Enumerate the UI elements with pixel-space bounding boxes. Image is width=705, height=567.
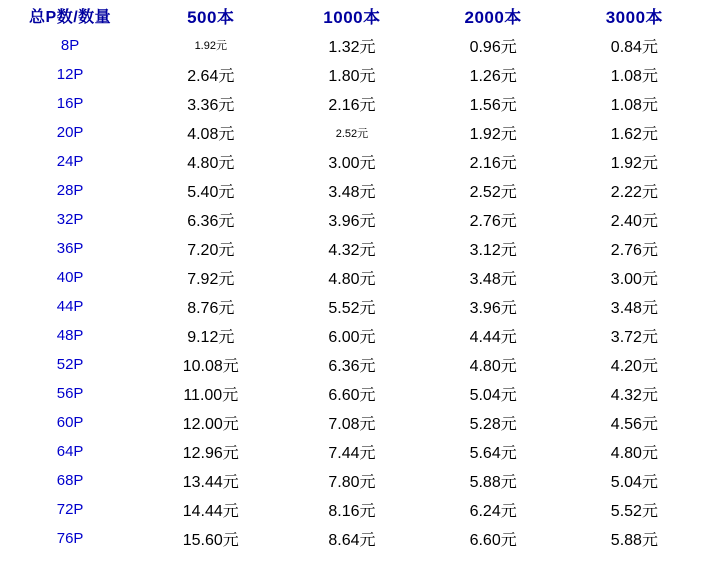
price-cell: 4.08元: [187, 126, 235, 143]
row-label: 48P: [56, 327, 84, 344]
row-label: 76P: [56, 530, 84, 547]
price-cell: 7.20元: [187, 242, 235, 259]
price-cell: 2.76元: [610, 242, 658, 259]
price-cell: 2.16元: [469, 155, 517, 172]
table-row: [0, 524, 705, 553]
price-cell: 5.64元: [469, 445, 517, 462]
price-cell: 5.40元: [187, 184, 235, 201]
table-row: [0, 379, 705, 408]
price-cell: 2.22元: [610, 184, 658, 201]
price-cell: 5.28元: [469, 416, 517, 433]
table-row: [0, 205, 705, 234]
price-cell: 3.36元: [187, 97, 235, 114]
row-label: 12P: [56, 66, 84, 83]
price-cell: 1.32元: [328, 38, 376, 56]
column-header-3000: 3000本: [605, 7, 664, 27]
price-cell: 5.04元: [469, 387, 517, 404]
price-cell: 1.92元: [194, 40, 227, 52]
price-cell: 5.88元: [469, 474, 517, 491]
column-header-label: 总P数/数量: [29, 8, 112, 26]
price-cell: 3.48元: [469, 271, 517, 288]
price-cell: 1.08元: [610, 68, 658, 85]
price-cell: 2.40元: [610, 213, 658, 230]
table-row: [0, 263, 705, 292]
price-cell: 6.60元: [328, 387, 376, 404]
row-label: 8P: [60, 36, 80, 54]
table-row: [0, 437, 705, 466]
row-label: 16P: [56, 95, 84, 112]
price-cell: 11.00元: [183, 387, 239, 404]
price-cell: 7.92元: [187, 271, 235, 288]
table-row: [0, 234, 705, 263]
table-row: [0, 30, 705, 60]
row-label: 52P: [56, 356, 84, 373]
price-cell: 4.80元: [187, 155, 235, 172]
price-cell: 13.44元: [182, 474, 239, 491]
price-cell: 8.64元: [328, 532, 376, 549]
price-cell: 2.52元: [335, 127, 369, 140]
row-label: 56P: [56, 385, 84, 402]
price-cell: 5.88元: [610, 532, 658, 549]
table-row: [0, 495, 705, 524]
price-cell: 4.80元: [328, 271, 376, 288]
price-cell: 7.80元: [328, 474, 376, 491]
price-cell: 1.92元: [610, 155, 658, 172]
table-body: [0, 30, 705, 553]
price-cell: 5.52元: [328, 300, 376, 317]
price-cell: 0.96元: [469, 38, 517, 56]
price-cell: 12.96元: [182, 445, 239, 462]
price-cell: 6.60元: [469, 532, 517, 549]
price-cell: 6.36元: [328, 358, 376, 375]
table-row: [0, 60, 705, 89]
row-label: 72P: [56, 501, 84, 518]
price-cell: 15.60元: [182, 532, 239, 549]
table-row: [0, 350, 705, 379]
column-header-1000: 1000本: [323, 7, 381, 27]
price-cell: 6.36元: [187, 213, 235, 230]
price-cell: 4.32元: [610, 387, 658, 404]
price-cell: 4.56元: [610, 416, 658, 433]
price-cell: 7.08元: [328, 416, 376, 433]
price-cell: 4.80元: [469, 358, 517, 375]
price-cell: 9.12元: [187, 329, 235, 346]
row-label: 68P: [56, 472, 84, 489]
table-row: [0, 176, 705, 205]
price-cell: 3.48元: [610, 300, 658, 317]
price-cell: 5.04元: [610, 474, 658, 491]
price-cell: 3.12元: [469, 242, 517, 259]
price-cell: 5.52元: [610, 503, 658, 520]
table-row: [0, 147, 705, 176]
price-cell: 2.76元: [469, 213, 517, 230]
header-row: [0, 0, 705, 30]
row-label: 60P: [56, 414, 84, 431]
price-cell: 12.00元: [182, 416, 239, 433]
price-cell: 0.84元: [610, 38, 658, 56]
table-row: [0, 118, 705, 147]
price-cell: 4.80元: [610, 445, 658, 462]
price-cell: 8.76元: [187, 300, 235, 317]
price-cell: 1.26元: [469, 68, 517, 85]
table-row: [0, 466, 705, 495]
column-header-500: 500本: [187, 7, 235, 27]
price-cell: 7.44元: [328, 445, 376, 462]
table-row: [0, 408, 705, 437]
table-row: [0, 292, 705, 321]
row-label: 32P: [56, 211, 84, 228]
price-cell: 3.72元: [610, 329, 658, 346]
price-cell: 3.48元: [328, 184, 376, 201]
row-label: 24P: [56, 153, 84, 170]
price-cell: 3.00元: [328, 155, 376, 172]
price-cell: 1.08元: [610, 97, 658, 114]
table-row: [0, 321, 705, 350]
price-cell: 3.96元: [469, 300, 517, 317]
row-label: 64P: [56, 443, 84, 460]
table-header: [0, 0, 705, 30]
price-cell: 6.24元: [469, 503, 517, 520]
price-cell: 2.52元: [469, 184, 517, 201]
price-cell: 4.32元: [328, 242, 376, 259]
row-label: 20P: [56, 124, 84, 141]
price-cell: 14.44元: [182, 503, 239, 520]
table-row: [0, 89, 705, 118]
price-cell: 10.08元: [182, 358, 239, 375]
price-cell: 4.20元: [610, 358, 658, 375]
price-cell: 3.96元: [328, 213, 376, 230]
price-cell: 2.16元: [328, 97, 376, 114]
price-cell: 1.80元: [328, 68, 376, 85]
price-cell: 3.00元: [610, 271, 658, 288]
price-cell: 1.92元: [469, 126, 517, 143]
price-cell: 2.64元: [187, 68, 235, 85]
price-cell: 1.62元: [610, 126, 658, 143]
price-cell: 6.00元: [328, 329, 376, 346]
row-label: 28P: [56, 182, 84, 199]
row-label: 40P: [56, 269, 84, 286]
price-cell: 8.16元: [328, 503, 376, 520]
column-header-2000: 2000本: [464, 7, 522, 27]
row-label: 44P: [56, 298, 84, 315]
row-label: 36P: [56, 240, 84, 257]
price-cell: 1.56元: [469, 97, 517, 114]
price-cell: 4.44元: [469, 329, 517, 346]
